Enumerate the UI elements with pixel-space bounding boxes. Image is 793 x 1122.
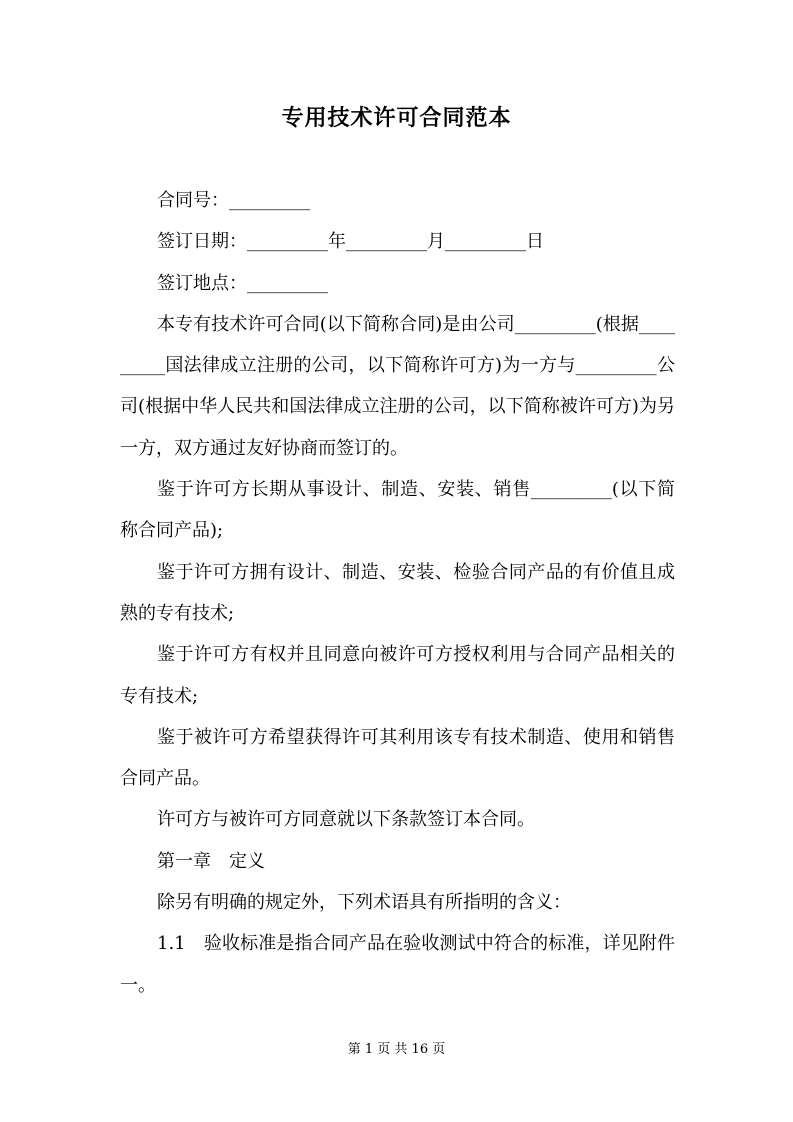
clause-1-1: 1.1 验收标准是指合同产品在验收测试中符合的标准，详见附件一。 bbox=[120, 933, 675, 996]
whereas-paragraph-3: 鉴于许可方有权并且同意向被许可方授权利用与合同产品相关的专有技术; bbox=[120, 644, 675, 707]
definitions-intro: 除另有明确的规定外，下列术语具有所指明的含义： bbox=[157, 892, 571, 914]
page-footer: 第 1 页 共 16 页 bbox=[347, 1042, 446, 1057]
signing-date-line: 签订日期：_________年_________月_________日 bbox=[157, 231, 544, 253]
chapter-heading: 第一章 定义 bbox=[157, 850, 265, 872]
whereas-paragraph-2: 鉴于许可方拥有设计、制造、安装、检验合同产品的有价值且成熟的专有技术; bbox=[120, 561, 675, 624]
contract-number-line: 合同号：_________ bbox=[157, 190, 310, 211]
signing-place-line: 签订地点：_________ bbox=[157, 272, 328, 294]
document-title: 专用技术许可合同范本 bbox=[281, 105, 512, 131]
whereas-paragraph-4: 鉴于被许可方希望获得许可其利用该专有技术制造、使用和销售合同产品。 bbox=[120, 726, 675, 790]
whereas-paragraph-1: 鉴于许可方长期从事设计、制造、安装、销售_________(以下简称合同产品); bbox=[120, 479, 675, 542]
agreement-paragraph: 许可方与被许可方同意就以下条款签订本合同。 bbox=[157, 809, 535, 831]
document-body bbox=[120, 180, 675, 1006]
intro-paragraph: 本专有技术许可合同(以下简称合同)是由公司_________(根据_________国法律成立注册的公司，以下简称许可方)为一方与_________公司(根据中华人民共和国法律成立注册的公司，以下简称被许可方)为另一方，双方通过友好协商而签订的。 bbox=[120, 313, 675, 459]
